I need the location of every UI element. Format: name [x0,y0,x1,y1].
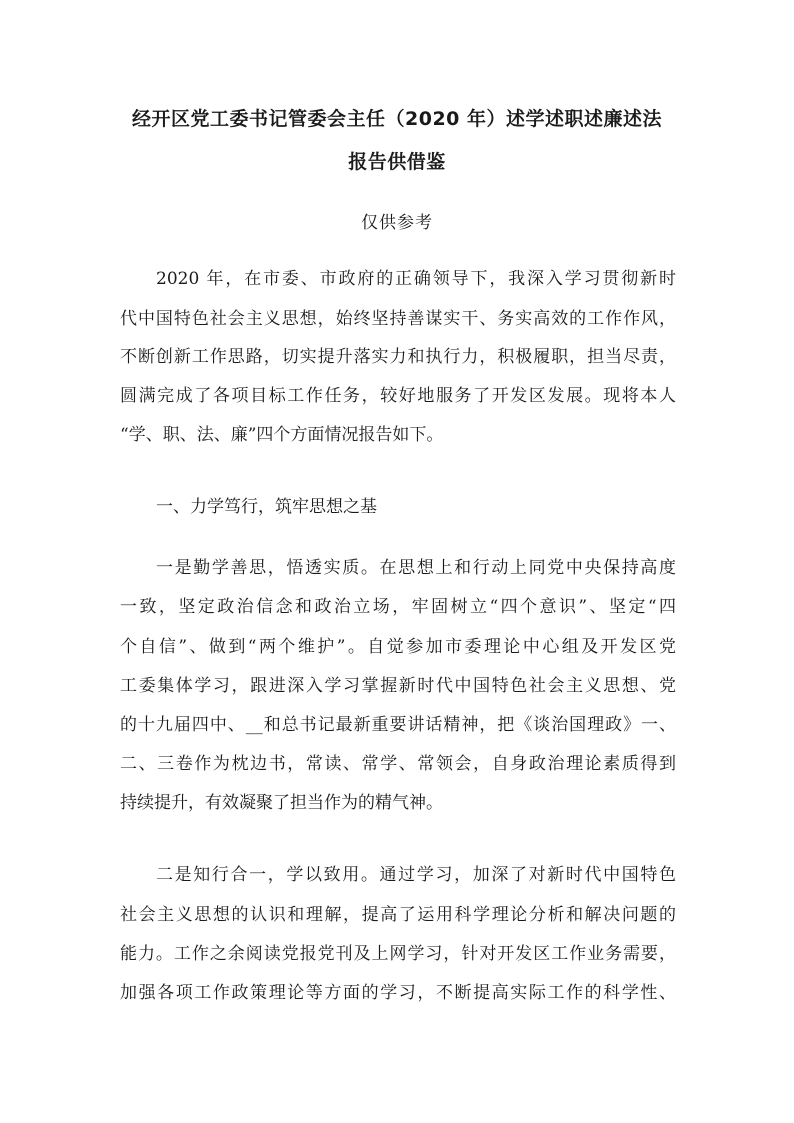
paragraph-2-line-3: 个自信”、做到“两个维护”。自觉参加市委理论中心组及开发区党 [120,637,676,657]
paragraph-1-line-5: “学、职、法、廉”四个方面情况报告如下。 [120,425,444,445]
paragraph-2-line-7: 持续提升，有效凝聚了担当作为的精气神。 [120,793,443,813]
paragraph-2-line-1: 一是勤学善思，悟透实质。在思想上和行动上同党中央保持高度 [156,558,676,578]
paragraph-2-line-5: 的十九届四中、__和总书记最新重要讲话精神，把《谈治国理政》一、 [120,715,676,735]
paragraph-1-line-3: 不断创新工作思路，切实提升落实力和执行力，积极履职，担当尽责， [120,347,676,367]
paragraph-2-line-4: 工委集体学习，跟进深入学习掌握新时代中国特色社会主义思想、党 [120,676,676,696]
paragraph-3-line-4: 加强各项工作政策理论等方面的学习，不断提高实际工作的科学性、 [120,983,676,1003]
document-subtitle: 仅供参考 [361,213,433,233]
paragraph-3-line-3: 能力。工作之余阅读党报党刊及上网学习，针对开发区工作业务需要， [120,944,676,964]
document-title-line-1: 经开区党工委书记管委会主任（2020 年）述学述职述廉述法 [132,108,662,130]
paragraph-3-line-1: 二是知行合一，学以致用。通过学习，加深了对新时代中国特色 [156,865,676,885]
paragraph-1-line-1: 2020 年，在市委、市政府的正确领导下，我深入学习贯彻新时 [156,269,676,289]
paragraph-2-line-6: 二、三卷作为枕边书，常读、常学、常领会，自身政治理论素质得到 [120,754,676,774]
section-1-heading: 一、力学笃行，筑牢思想之基 [156,497,377,517]
paragraph-3-line-2: 社会主义思想的认识和理解，提高了运用科学理论分析和解决问题的 [120,905,676,925]
paragraph-2-line-2: 一致，坚定政治信念和政治立场，牢固树立“四个意识”、坚定“四 [120,597,676,617]
document-title-line-2: 报告供借鉴 [348,151,446,173]
paragraph-1-line-2: 代中国特色社会主义思想，始终坚持善谋实干、务实高效的工作作风， [120,309,676,329]
paragraph-1-line-4: 圆满完成了各项目标工作任务，较好地服务了开发区发展。现将本人 [120,386,676,406]
